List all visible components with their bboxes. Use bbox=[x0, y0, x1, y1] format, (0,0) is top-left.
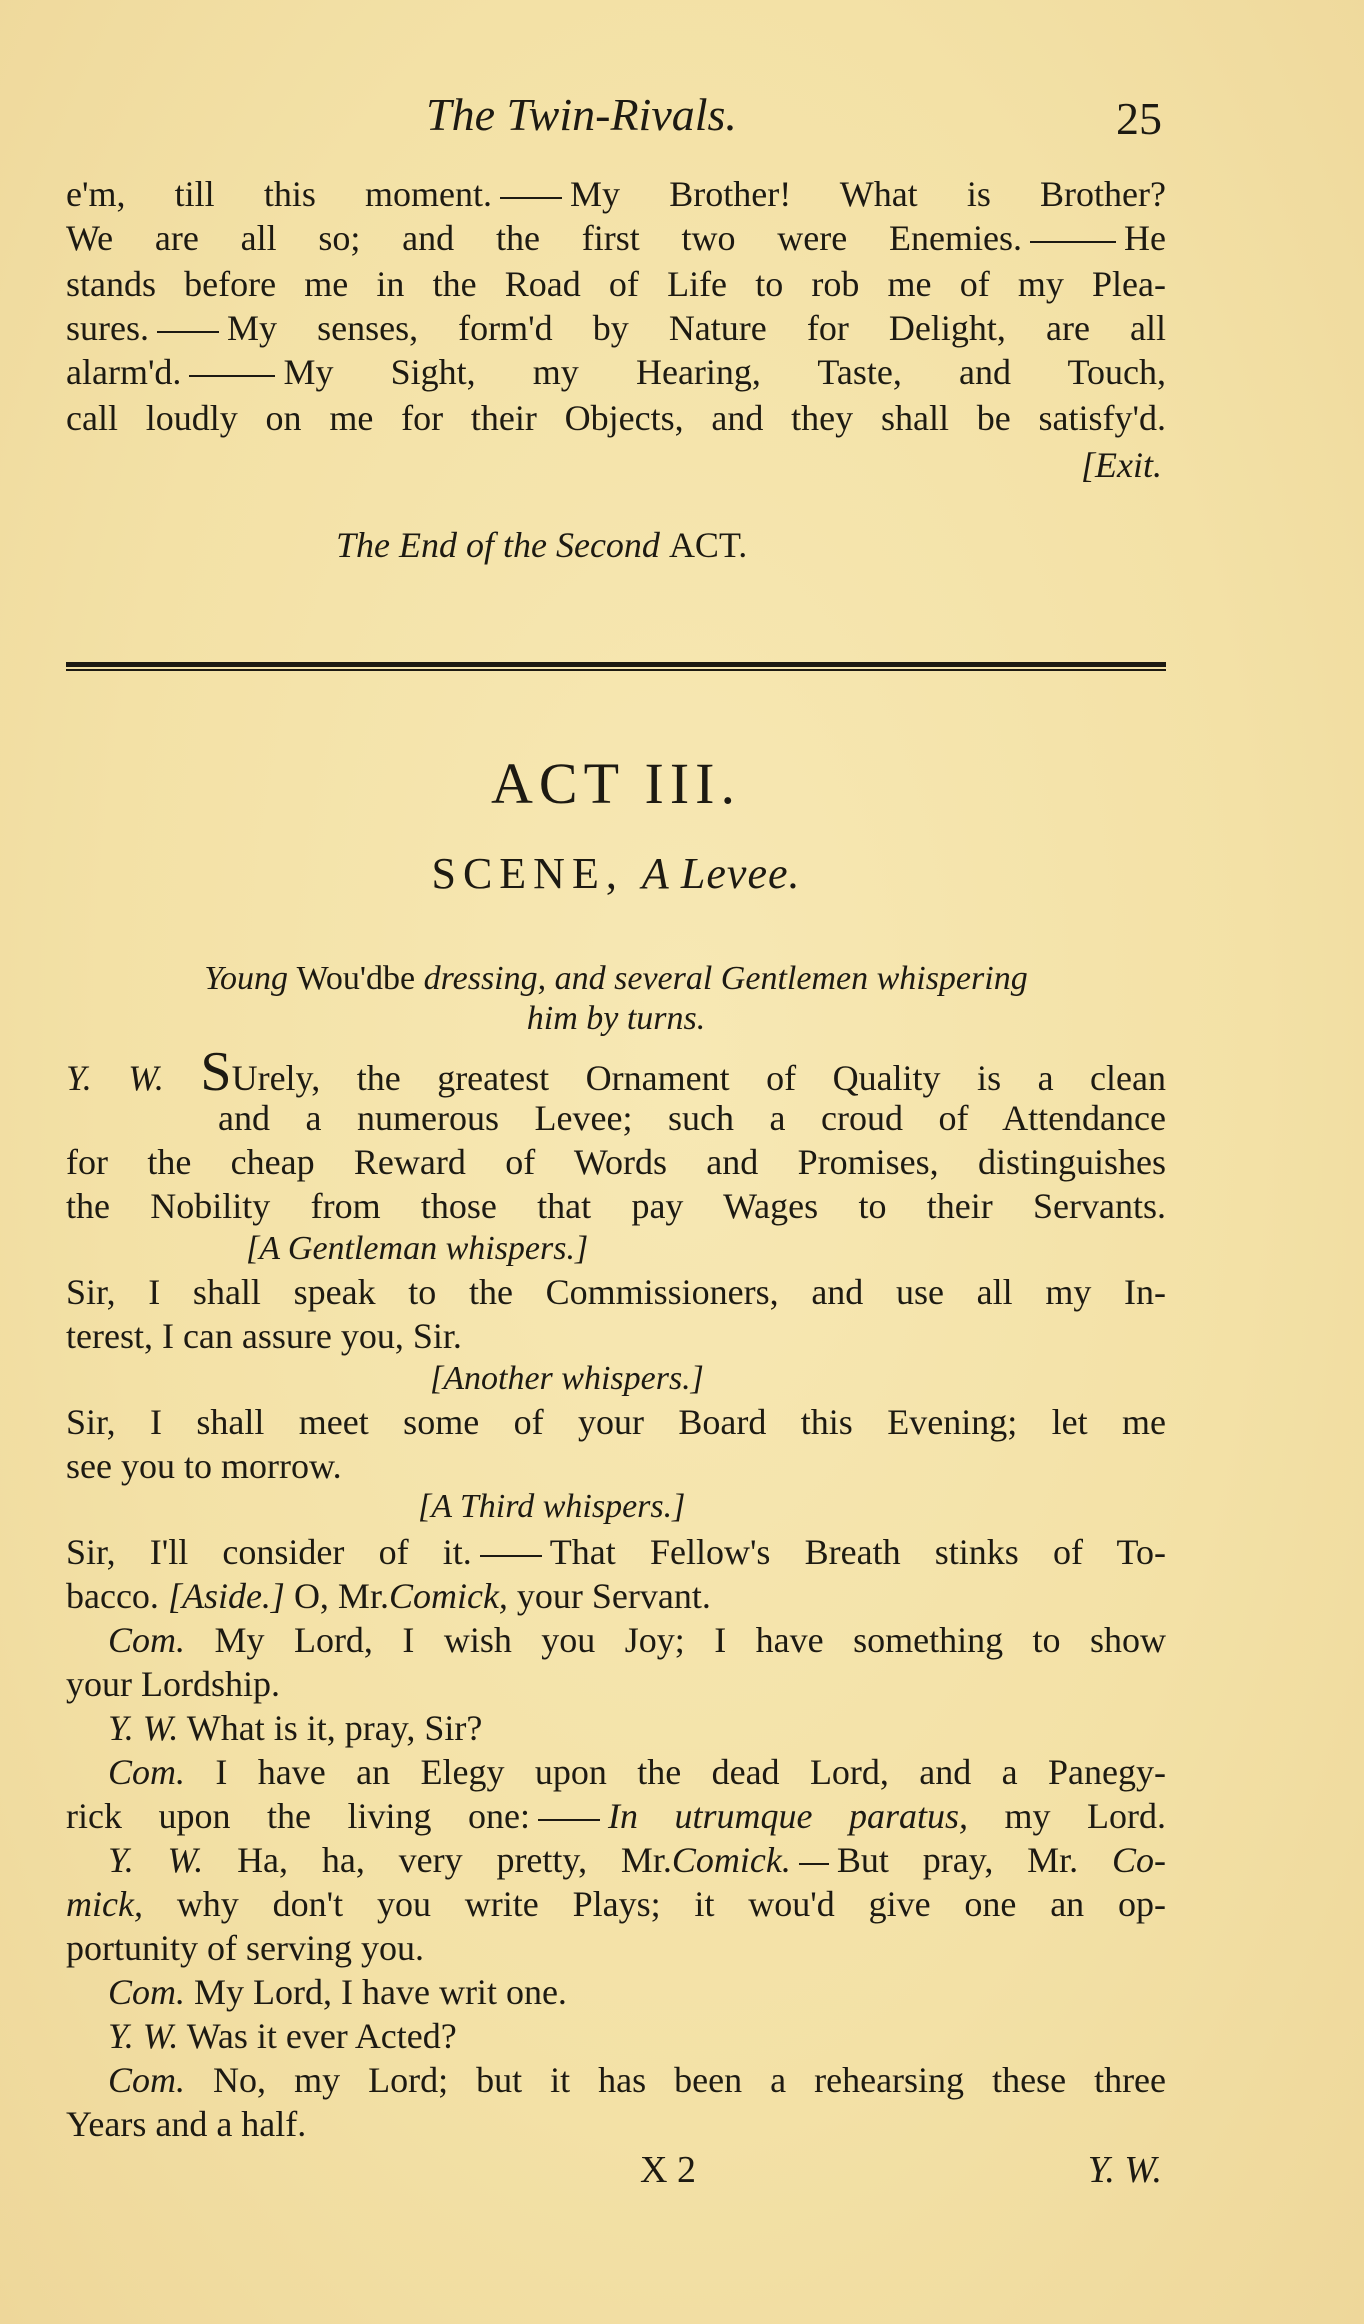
stage-direction: Young Wou'dbe dressing, and several Gentlemen whispering bbox=[204, 960, 1028, 997]
speaker: Y. W. bbox=[66, 1058, 164, 1098]
dialogue-line: Com. I have an Elegy upon the dead Lord, and a Panegy- bbox=[108, 1752, 1167, 1792]
catchword: Y. W. bbox=[1087, 2149, 1162, 2191]
exit-direction: [Exit. bbox=[1081, 445, 1162, 485]
scene-heading: SCENE, A Levee. bbox=[431, 849, 801, 898]
speaker: Y. W. bbox=[108, 2016, 179, 2056]
text-column bbox=[66, 0, 1166, 2324]
speaker: Com. bbox=[108, 1620, 186, 1660]
dialogue-line: Y. W. SUrely, the greatest Ornament of Quality is a clean bbox=[66, 1041, 1166, 1103]
text-line: We are all so; and the first two were Enemies. He bbox=[66, 218, 1166, 258]
speaker: Com. bbox=[108, 1752, 186, 1792]
text-line: e'm, till this moment. My Brother! What is Brother? bbox=[66, 174, 1166, 214]
section-rule bbox=[66, 662, 1166, 667]
text-line: call loudly on me for their Objects, and they shall be satisfy'd. bbox=[66, 398, 1166, 438]
text-line: sures. My senses, form'd by Nature for Delight, are all bbox=[66, 308, 1166, 348]
dialogue-line: rick upon the living one: In utrumque paratus, my Lord. bbox=[66, 1796, 1167, 1836]
dialogue-line: your Lordship. bbox=[66, 1664, 280, 1704]
dialogue-line: Sir, I shall meet some of your Board this Evening; let me bbox=[66, 1402, 1166, 1442]
running-title: The Twin-Rivals. bbox=[426, 89, 737, 140]
stage-direction: him by turns. bbox=[526, 1000, 706, 1037]
page-number: 25 bbox=[1116, 93, 1162, 144]
dialogue-line: Y. W. Was it ever Acted? bbox=[108, 2016, 457, 2056]
dialogue-line: Y. W. What is it, pray, Sir? bbox=[108, 1708, 483, 1748]
dialogue-line: terest, I can assure you, Sir. bbox=[66, 1316, 462, 1356]
stage-direction: [A Gentleman whispers.] bbox=[246, 1230, 589, 1267]
dialogue-line: Com. My Lord, I have writ one. bbox=[108, 1972, 567, 2012]
speaker: Com. bbox=[108, 1972, 186, 2012]
speaker: Y. W. bbox=[108, 1708, 179, 1748]
dialogue-line: Com. No, my Lord; but it has been a rehearsing these three bbox=[108, 2060, 1167, 2100]
text-line: alarm'd. My Sight, my Hearing, Taste, and Touch, bbox=[66, 352, 1166, 392]
dialogue-line: for the cheap Reward of Words and Promises, distinguishes bbox=[66, 1142, 1166, 1182]
running-header bbox=[66, 88, 1166, 148]
stage-direction: [A Third whispers.] bbox=[418, 1488, 686, 1525]
section-rule-thin bbox=[66, 669, 1166, 671]
dialogue-line: see you to morrow. bbox=[66, 1446, 342, 1486]
stage-direction: [Another whispers.] bbox=[430, 1360, 704, 1397]
signature-mark: X 2 bbox=[640, 2149, 696, 2191]
page-footer bbox=[66, 2148, 1166, 2198]
dialogue-line: portunity of serving you. bbox=[66, 1928, 424, 1968]
speaker: Com. bbox=[108, 2060, 186, 2100]
dialogue-line: and a numerous Levee; such a croud of Attendance bbox=[218, 1098, 1166, 1138]
text-line: stands before me in the Road of Life to rob me of my Plea- bbox=[66, 264, 1166, 304]
dialogue-line: Sir, I'll consider of it. That Fellow's Breath stinks of To- bbox=[66, 1532, 1166, 1572]
dialogue-line: the Nobility from those that pay Wages to their Servants. bbox=[66, 1186, 1166, 1226]
act-heading: ACT III. bbox=[491, 751, 741, 816]
dialogue-line: Years and a half. bbox=[66, 2104, 307, 2144]
dialogue-line: mick, why don't you write Plays; it wou'd give one an op- bbox=[66, 1884, 1167, 1924]
dialogue-line: Y. W. Ha, ha, very pretty, Mr.Comick. But pray, Mr. Co- bbox=[108, 1840, 1167, 1880]
drop-cap: S bbox=[200, 1041, 232, 1103]
dialogue-line: bacco. [Aside.] O, Mr.Comick, your Servant. bbox=[66, 1576, 711, 1616]
dialogue-line: Com. My Lord, I wish you Joy; I have something to show bbox=[108, 1620, 1167, 1660]
dialogue-line: Sir, I shall speak to the Commissioners, and use all my In- bbox=[66, 1272, 1166, 1312]
end-of-act: The End of the Second ACT. bbox=[336, 525, 748, 565]
speaker: Y. W. bbox=[108, 1840, 204, 1880]
